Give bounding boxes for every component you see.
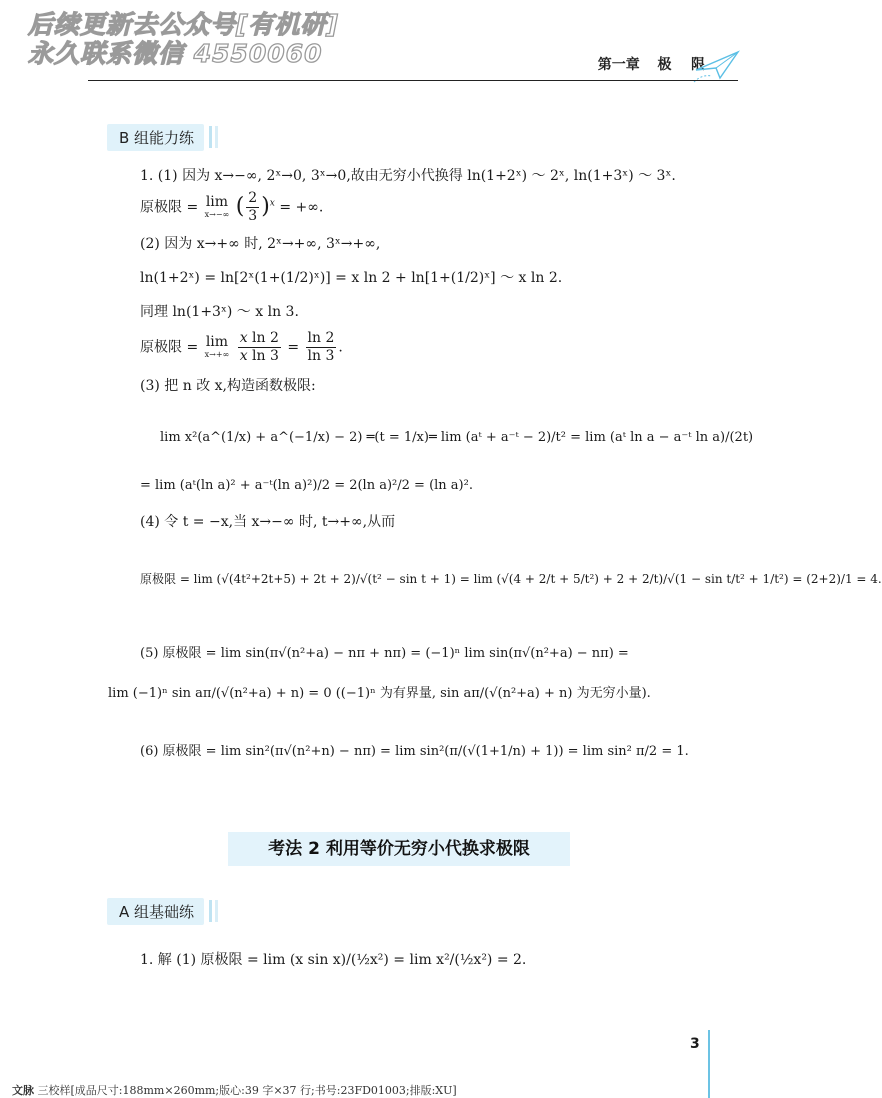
print-footer xyxy=(12,1082,457,1098)
answer-1-6-line-1: (6) 原极限 = lim sin²(π√(n²+n) − nπ) = lim sin²(π/(√(1+1/n) + 1)) = lim sin² π/2 = 1. xyxy=(140,744,689,759)
tag-stripe xyxy=(209,900,212,922)
group-a-tag xyxy=(107,898,204,925)
watermark-line-1: 后续更新去公众号[有机研] xyxy=(28,10,339,39)
answer-1-2-line-3: 同理 ln(1+3ˣ) ～ x ln 3. xyxy=(140,304,299,320)
chapter-title: 极 限 xyxy=(657,57,705,73)
answer-1-4-line-1: (4) 令 t = −x,当 x→−∞ 时, t→+∞,从而 xyxy=(140,514,396,530)
group-b-tag xyxy=(107,124,204,151)
answer-1-2-line-1: (2) 因为 x→+∞ 时, 2ˣ→+∞, 3ˣ→+∞, xyxy=(140,236,381,252)
answer-1-2-line-2: ln(1+2ˣ) = ln[2ˣ(1+(1/2)ˣ)] = x ln 2 + ln[1+(1/2)ˣ] ～ x ln 2. xyxy=(140,270,563,286)
answer-1-1-line-2: 原极限 = lim x→−∞ ( $\frac{2}{3}$ )$^x$ = +∞. xyxy=(140,190,324,224)
tag-stripe xyxy=(215,900,218,922)
margin-rule xyxy=(708,1030,710,1098)
answer-1-2-line-4: 原极限 = lim x→+∞ $\frac{\text{x ln 2}}{\text{x ln 3}}$ = $\frac{\ln 2}{\ln 3}$ . xyxy=(140,330,343,364)
answer-1-1-line-1: 1. (1) 因为 x→−∞, 2ˣ→0, 3ˣ→0,故由无穷小代换得 ln(1+2ˣ) ～ 2ˣ, ln(1+3ˣ) ～ 3ˣ. xyxy=(140,168,676,184)
answer-1-5-line-1: (5) 原极限 = lim sin(π√(n²+a) − nπ + nπ) = (−1)ⁿ lim sin(π√(n²+a) − nπ) = xyxy=(140,646,629,661)
lhs-text: 原极限 = xyxy=(140,199,199,216)
answer-1-5-line-2: lim (−1)ⁿ sin aπ/(√(n²+a) + n) = 0 ((−1)ⁿ 为有界量, sin aπ/(√(n²+a) + n) 为无穷小量). xyxy=(108,686,651,701)
answer-1-4-line-2: 原极限 = lim (√(4t²+2t+5) + 2t + 2)/√(t² − sin t + 1) = lim (√(4 + 2/t + 5/t²) + 2 + 2/t)/√(1 − sin t/t² + 1/t²) = (2+2)/1 = 4. xyxy=(140,572,882,586)
answer-1-3-line-3: = lim (aᵗ(ln a)² + a⁻ᵗ(ln a)²)/2 = 2(ln a)²/2 = (ln a)². xyxy=(140,478,473,493)
lim-operator: lim x→−∞ xyxy=(204,194,230,220)
rhs-text: = +∞. xyxy=(279,199,324,216)
answer-1-3-line-1: (3) 把 n 改 x,构造函数极限: xyxy=(140,378,316,394)
answer-a1-line-1: 1. 解 (1) 原极限 = lim (x sin x)/(½x²) = lim x²/(½x²) = 2. xyxy=(140,952,527,968)
group-a-label: A 组基础练 xyxy=(119,903,195,921)
running-header xyxy=(598,54,705,74)
answer-1-3-line-2: lim x²(a^(1/x) + a^(−1/x) − 2) ═(t = 1/x)═ lim (aᵗ + a⁻ᵗ − 2)/t² = lim (aᵗ ln a − a⁻ᵗ ln a)/(2t) xyxy=(160,430,754,445)
watermark-line-2: 永久联系微信 4550060 xyxy=(28,39,323,68)
footer-brand: 文脉 xyxy=(12,1084,34,1097)
chapter-label: 第一章 xyxy=(597,57,640,73)
footer-info: 三校样[成品尺寸:188mm×260mm;版心:39 字×37 行;书号:23FD01003;排版:XU] xyxy=(37,1084,457,1097)
header-rule xyxy=(88,80,738,81)
lim-operator: lim x→+∞ xyxy=(204,334,230,360)
tag-stripe xyxy=(209,126,212,148)
section-title: 考法 2 利用等价无穷小代换求极限 xyxy=(228,832,570,866)
group-b-label: B 组能力练 xyxy=(119,129,195,147)
paper-plane-icon xyxy=(692,48,742,84)
page-number: 3 xyxy=(690,1036,700,1052)
lhs-text: 原极限 = xyxy=(140,339,199,356)
tag-stripe xyxy=(215,126,218,148)
